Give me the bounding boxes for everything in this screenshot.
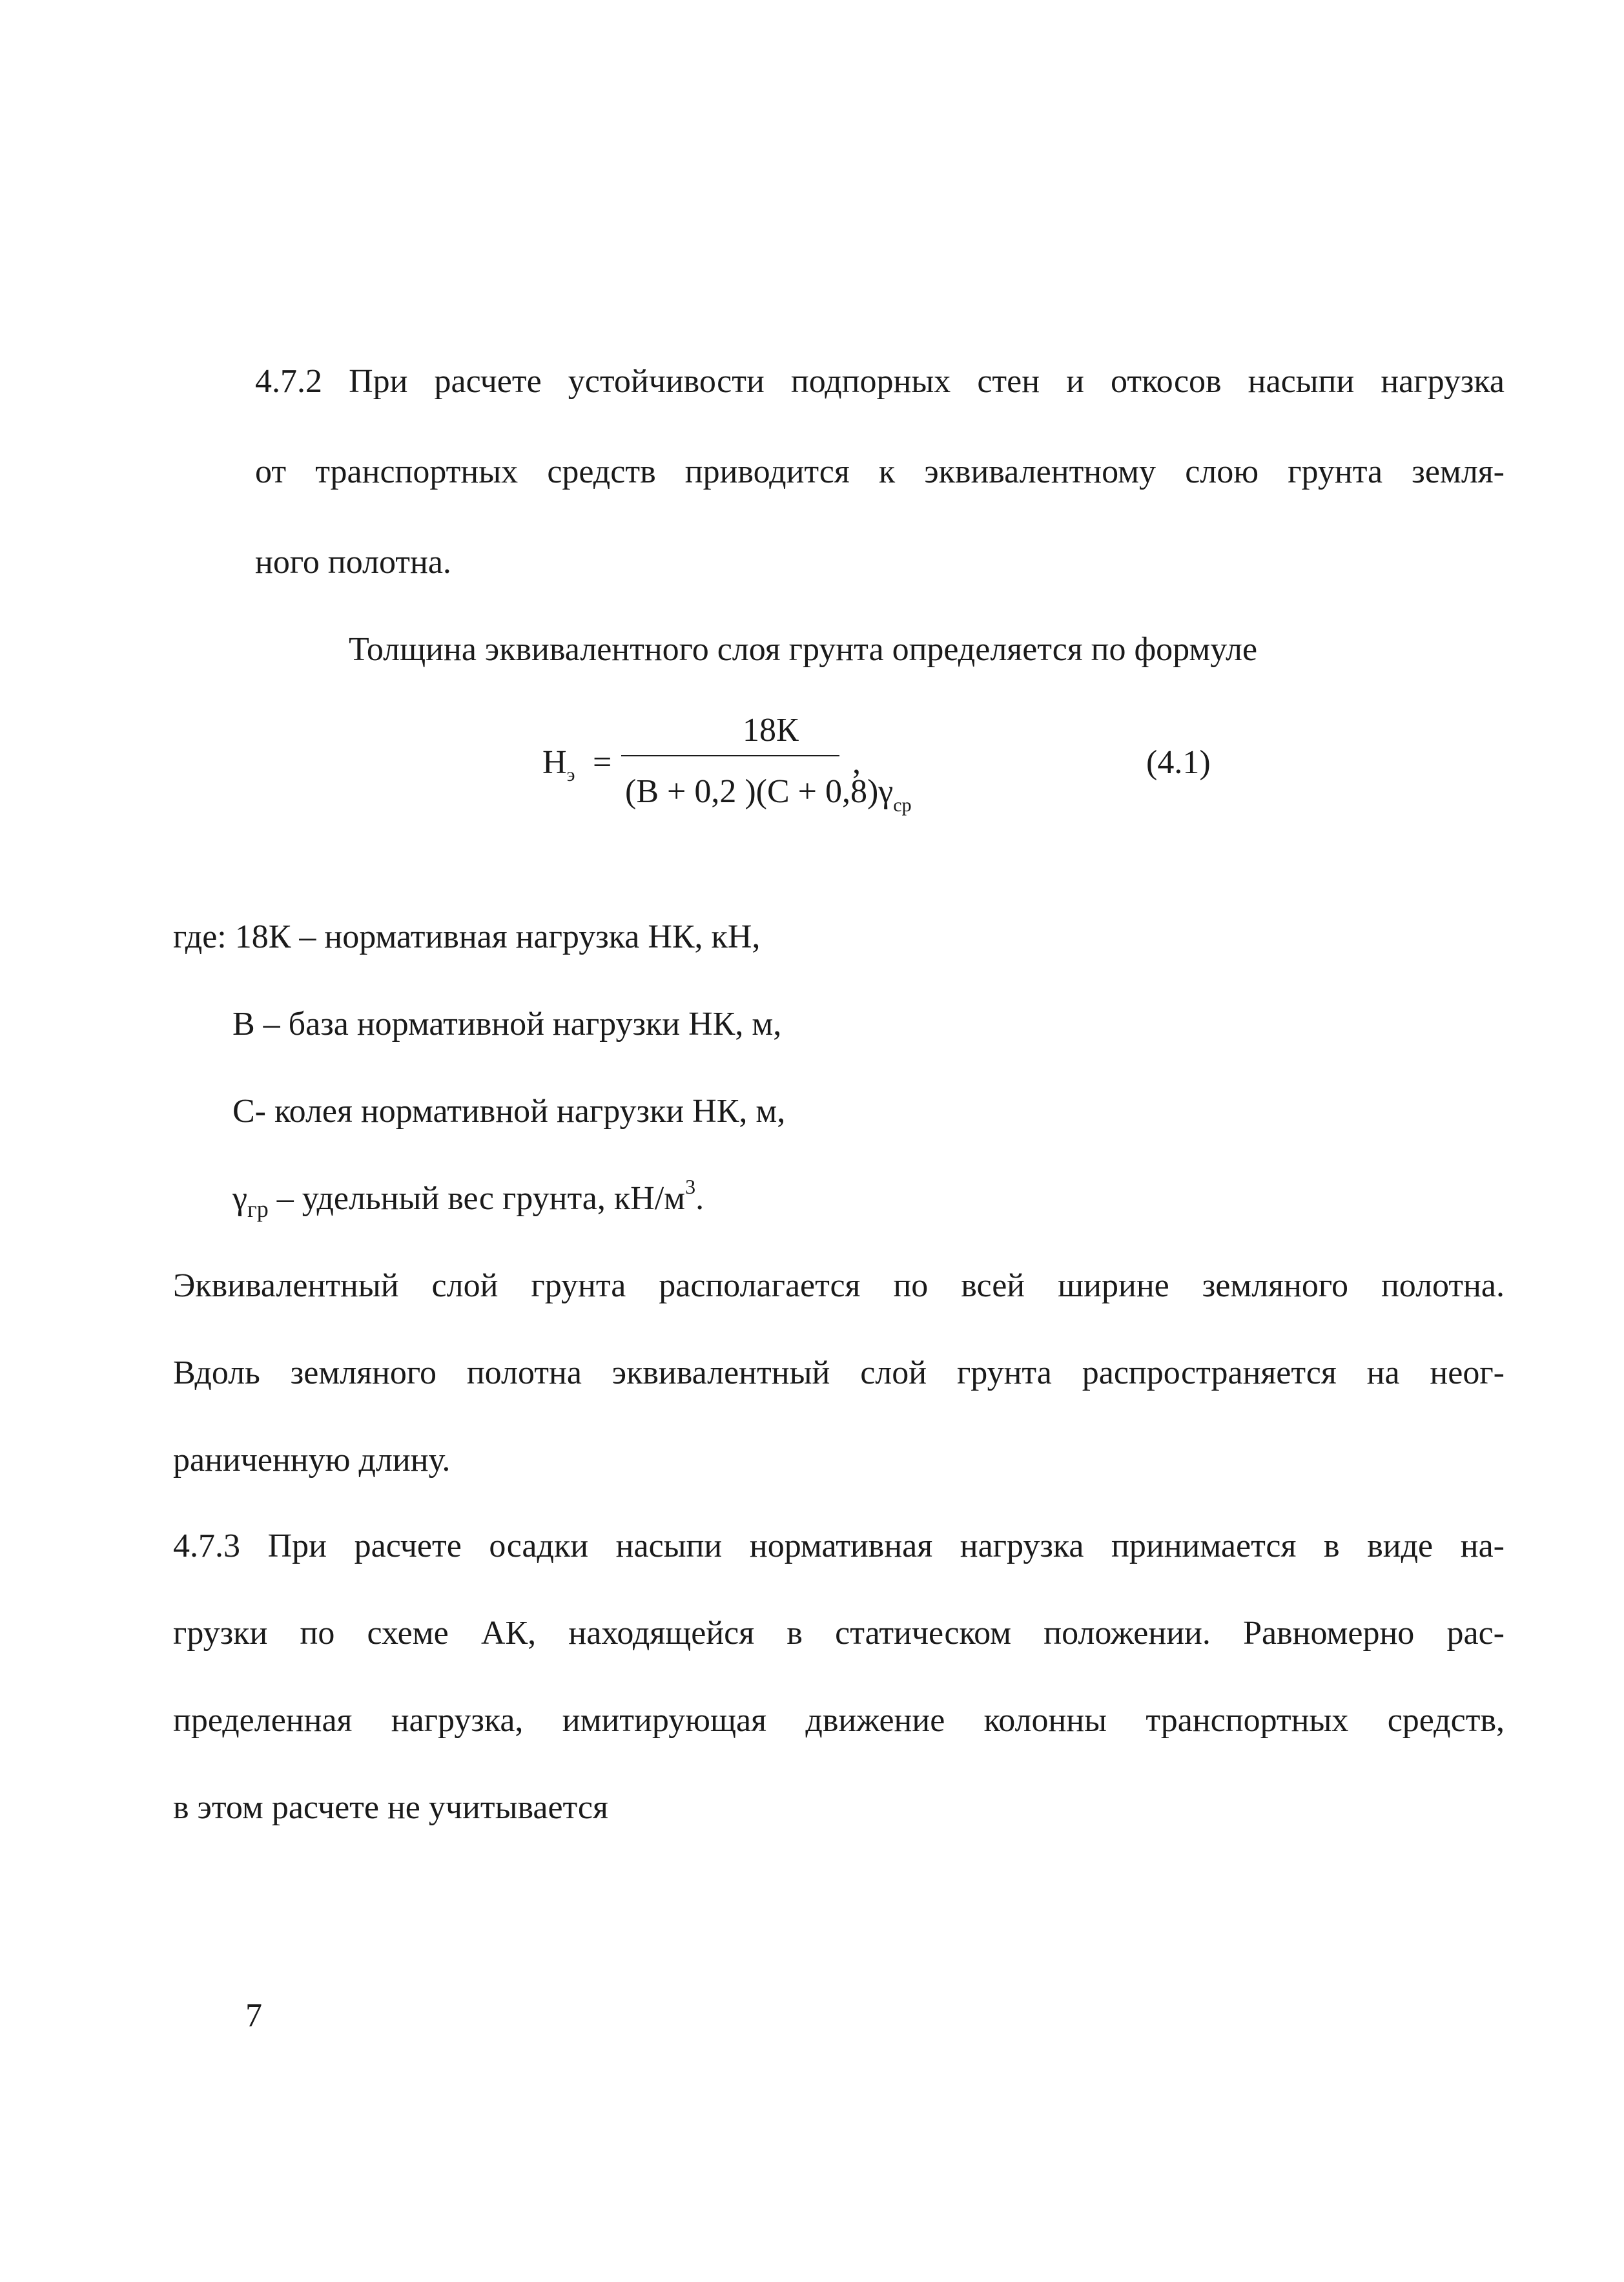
paragraph-equiv-line-3: раниченную длину. xyxy=(173,1442,451,1478)
formula-lhs-subscript: э xyxy=(566,764,575,785)
section-473-line-2: грузки по схеме АК, находящейся в статическом положении. Равномерно рас- xyxy=(173,1615,1505,1652)
paragraph-equiv-line-1: Эквивалентный слой грунта располагается по всей ширине земляного полотна. xyxy=(173,1267,1505,1304)
paragraph-equiv-line-2: Вдоль земляного полотна эквивалентный слой грунта распространяется на неог- xyxy=(173,1354,1505,1391)
formula-intro: Толщина эквивалентного слоя грунта определяется по формуле xyxy=(349,631,1258,668)
section-472-line-2: от транспортных средств приводится к эквивалентному слою грунта земля- xyxy=(255,453,1505,490)
formula-denominator-subscript: ср xyxy=(893,794,912,816)
section-472-line-3: ного полотна. xyxy=(255,544,451,581)
gamma-symbol: γ xyxy=(232,1180,247,1217)
formula-denominator: (В + 0,2 )$(С + 0,8)\gamma_{ср}$ xyxy=(625,773,912,816)
unit-superscript: 3 xyxy=(685,1175,696,1198)
formula-lhs: $Н_э$ xyxy=(542,744,575,785)
formula-numerator: 18К xyxy=(743,712,799,749)
gamma-subscript: гр xyxy=(247,1196,269,1222)
section-473-line-4: в этом расчете не учитывается xyxy=(173,1789,608,1826)
legend-line-1: где: 18К – нормативная нагрузка НК, кН, xyxy=(173,918,761,955)
legend-line-3: С- колея нормативной нагрузки НК, м, xyxy=(232,1093,786,1130)
formula-equals: = xyxy=(593,744,612,781)
legend-line-4: $\gamma_{гр}$ – удельный вес грунта, $кН/м^3$. xyxy=(232,1175,704,1222)
section-472-line-1: 4.7.2 При расчете устойчивости подпорных стен и откосов насыпи нагрузка xyxy=(255,363,1505,400)
fraction-bar xyxy=(621,755,839,756)
formula-number: (4.1) xyxy=(1146,744,1211,781)
formula-4-1 xyxy=(542,714,994,843)
page-number: 7 xyxy=(245,1997,262,2034)
section-473-line-1: 4.7.3 При расчете осадки насыпи нормативная нагрузка принимается в виде на- xyxy=(173,1528,1505,1564)
formula-comma: , xyxy=(852,744,861,781)
section-473-line-3: пределенная нагрузка, имитирующая движение колонны транспортных средств, xyxy=(173,1702,1505,1739)
legend-line-2: В – база нормативной нагрузки НК, м, xyxy=(232,1006,782,1042)
